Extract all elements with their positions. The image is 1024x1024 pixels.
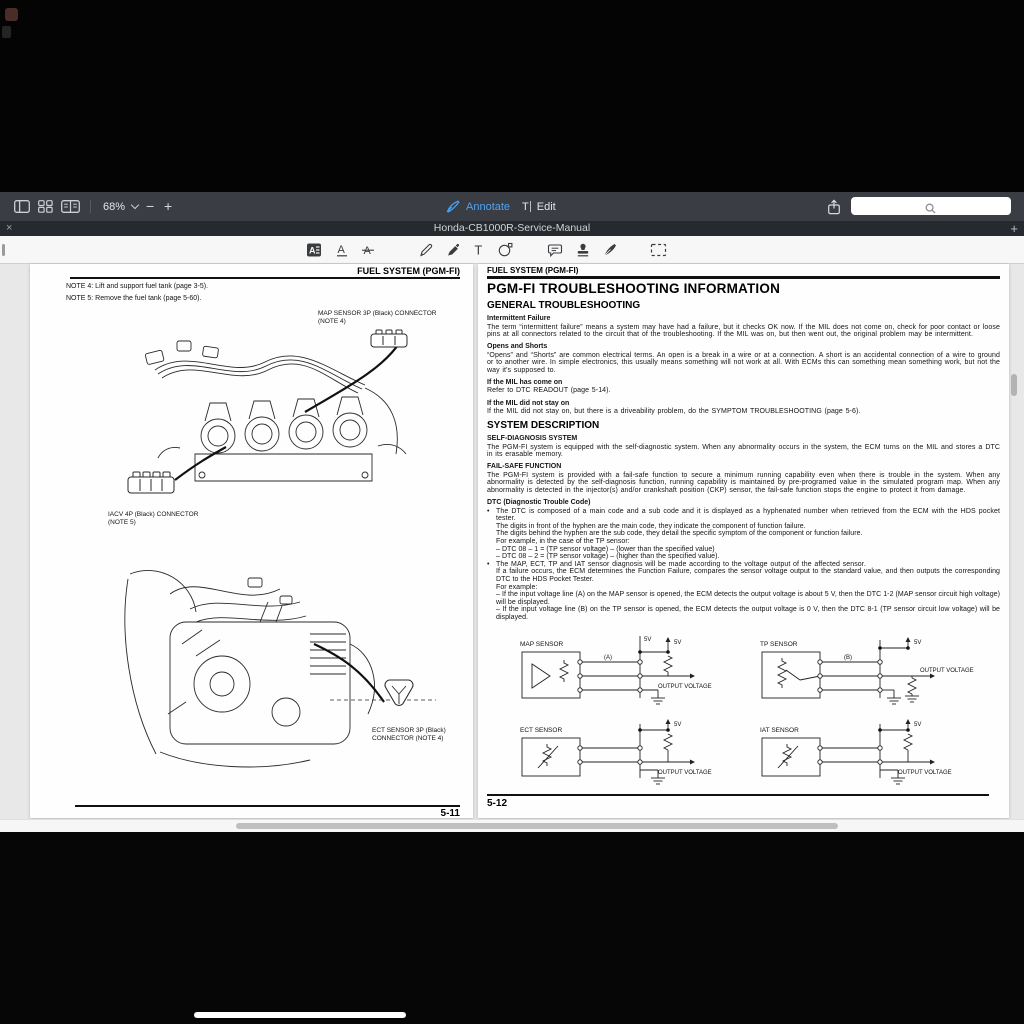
zoom-in-button[interactable] [164, 192, 172, 221]
iat-sensor-circuit [752, 716, 987, 796]
horizontal-scrollbar-thumb[interactable] [236, 823, 838, 829]
svg-text:A: A [309, 245, 316, 256]
sensor-circuit-diagrams [478, 630, 1009, 792]
page-title: PGM-FI TROUBLESHOOTING INFORMATION [487, 280, 781, 296]
svg-text:(A): (A) [604, 655, 612, 661]
text-underline-icon[interactable] [334, 242, 350, 258]
dtc-line: If a failure occurs, the ECM determines the Function Failure, compares the sensor voltage output to the standard value, and then outputs the corresponding DTC to the HDS Pocket Tester. [496, 568, 1000, 583]
dtc-line: For example: [496, 583, 538, 591]
ect-sensor-circuit [512, 716, 747, 796]
search-input[interactable] [851, 197, 1011, 215]
tab-title[interactable]: Honda-CB1000R-Service-Manual [433, 222, 591, 234]
svg-text:TP SENSOR: TP SENSOR [760, 641, 798, 648]
chevron-down-icon [131, 201, 139, 209]
edit-text-icon: T [522, 200, 529, 213]
zoom-out-button[interactable] [146, 192, 154, 221]
dtc-line: The digits behind the hyphen are the sub code, they detail the specific symptom of the component or function failure. [496, 530, 863, 538]
svg-text:A: A [363, 245, 371, 257]
map-sensor-label: MAP SENSOR 3P (Black) CONNECTOR [318, 310, 437, 317]
text-highlight-icon[interactable] [306, 242, 322, 258]
svg-text:ECT SENSOR: ECT SENSOR [520, 727, 563, 734]
footer-rule [75, 805, 460, 807]
heading-intermittent: Intermittent Failure [487, 315, 551, 322]
document-tab-bar [0, 221, 1024, 236]
toolbar-divider [90, 200, 91, 213]
right-page-header: FUEL SYSTEM (PGM-FI) [487, 266, 579, 275]
svg-text:A: A [337, 244, 345, 256]
engine-side-diagram [100, 552, 440, 792]
iacv-connector-icon [128, 472, 174, 493]
map-sensor-label-note: (NOTE 4) [318, 318, 346, 325]
para-mil-off: If the MIL did not stay on, but there is a driveability problem, do the SYMPTOM TROUBLESHOOTING (page 5-6). [487, 408, 861, 416]
heading-fail-safe: FAIL-SAFE FUNCTION [487, 463, 562, 471]
plus-glyph: + [164, 198, 173, 214]
document-canvas[interactable] [0, 264, 1024, 832]
signature-pen-icon[interactable] [602, 242, 618, 258]
bullet: • [487, 560, 490, 568]
toolbar-drag-handle[interactable] [2, 244, 5, 256]
highlighter-icon[interactable] [445, 242, 461, 258]
para-self-diagnosis: The PGM-FI system is equipped with the self-diagnostic system. When any abnormality occurs in the system, the ECM turns on the MIL and stores a DTC in its erasable memory. [487, 443, 1000, 459]
annotate-label: Annotate [466, 200, 511, 213]
dtc-list [487, 508, 1000, 622]
svg-text:5V: 5V [914, 640, 922, 646]
iacv-label: IACV 4P (Black) CONNECTOR [108, 511, 199, 518]
bottom-black-bar [0, 832, 1024, 1024]
svg-text:5V: 5V [644, 637, 652, 643]
dtc-line: The digits in front of the hyphen are the main code, they indicate the component of function failure. [496, 522, 806, 530]
footer-rule [487, 794, 989, 796]
pencil-icon[interactable] [418, 242, 434, 258]
dtc-line: – DTC 08 – 1 = (TP sensor voltage) – (lower than the specified value) [496, 545, 715, 553]
svg-text:OUTPUT VOLTAGE: OUTPUT VOLTAGE [920, 668, 974, 674]
ect-label-note: CONNECTOR (NOTE 4) [372, 735, 444, 742]
svg-text:IAT SENSOR: IAT SENSOR [760, 727, 799, 734]
top-black-bar [0, 0, 1024, 192]
dtc-line: For example, in the case of the TP sensor: [496, 538, 630, 545]
zoom-level-dropdown[interactable] [103, 192, 138, 221]
para-fail-safe: The PGM-FI system is provided with a fail-safe function to secure a minimum running capability even when there is trouble in the system. When any abnormality is detected by the self-diagnosis function, running capability is maintained by pre-programed value in the simulated program map. When any abnormality is detected in the injector(s) and/or crankshaft position (CKP) sensor, the fail-safe function stops the engine to protect it from damage. [487, 471, 1000, 495]
svg-text:OUTPUT VOLTAGE: OUTPUT VOLTAGE [658, 684, 712, 690]
dtc-line: – If the input voltage line (A) on the MAP sensor is opened, the ECM detects the output voltage is about 5 V, then the DTC 1-2 (MAP sensor circuit high voltage) will be displayed. [496, 591, 1000, 606]
new-tab-button[interactable]: + [1010, 221, 1018, 236]
heading-dtc: DTC (Diagnostic Trouble Code) [487, 499, 591, 507]
tp-sensor-circuit [752, 632, 987, 712]
para-opens-shorts: “Opens” and “Shorts” are common electrical terms. An open is a break in a wire or at a connection. A short is an accidental connection of a wire to ground or to another wire. In simple electronics, this usually means something will not work at all. With ECMs this can something mean something work, but not the way it's supposed to. [487, 351, 1000, 374]
bullet: • [487, 507, 490, 515]
map-connector-icon [371, 330, 407, 347]
desktop-icon-small [2, 26, 11, 38]
dtc-line: – DTC 08 – 2 = (TP sensor voltage) – (higher than the specified value). [496, 553, 720, 561]
throttle-body-diagram [100, 328, 470, 508]
dtc-line: – If the input voltage line (B) on the TP sensor is opened, the ECM detects the output voltage is 0 V, then the DTC 8-1 (TP sensor circuit low voltage) will be displayed. [496, 606, 1000, 621]
note-4: NOTE 4: Lift and support fuel tank (page 3-5). [66, 283, 209, 290]
annotate-tab[interactable] [446, 192, 510, 221]
para-mil-on: Refer to DTC READOUT (page 5-14). [487, 387, 611, 395]
thumbnails-view-icon[interactable] [38, 192, 53, 221]
annotate-pen-icon [446, 200, 460, 213]
svg-text:T: T [474, 242, 483, 258]
map-sensor-circuit [512, 632, 747, 712]
stamp-icon[interactable] [575, 242, 591, 258]
shape-tool-icon[interactable] [497, 242, 513, 258]
svg-text:5V: 5V [674, 640, 682, 646]
text-tool-icon[interactable] [471, 242, 487, 258]
section-general: GENERAL TROUBLESHOOTING [487, 299, 641, 311]
vertical-scrollbar-thumb[interactable] [1011, 374, 1017, 396]
heading-mil-off: If the MIL did not stay on [487, 399, 570, 407]
minus-glyph: − [146, 198, 155, 214]
header-rule [70, 277, 460, 279]
ect-label: ECT SENSOR 3P (Black) [372, 727, 446, 734]
left-page-number: 5-11 [440, 808, 460, 819]
pdf-page-right [478, 264, 1009, 818]
home-indicator[interactable] [194, 1012, 406, 1018]
note-icon[interactable] [547, 242, 563, 258]
heading-self-diagnosis: SELF-DIAGNOSIS SYSTEM [487, 435, 578, 443]
para-intermittent: The term “intermittent failure” means a system may have had a failure, but it checks OK now. If the MIL does not come on, check for poor contact or loose pins at all connectors related to the circuit that of the troubleshooting. If the MIL was on, but then went out, the original problem may be intermittent. [487, 323, 1000, 339]
close-tab-button[interactable]: × [6, 222, 13, 234]
right-page-number: 5-12 [487, 798, 508, 809]
heading-mil-on: If the MIL has come on [487, 378, 563, 386]
text-strikethrough-icon[interactable] [360, 242, 376, 258]
pdf-page-left [30, 264, 473, 818]
svg-text:5V: 5V [914, 722, 922, 728]
edit-label: Edit [536, 200, 556, 213]
heading-opens-shorts: Opens and Shorts [487, 343, 548, 351]
desktop-icon [5, 8, 18, 21]
two-page-view-icon[interactable] [61, 192, 80, 221]
svg-text:OUTPUT VOLTAGE: OUTPUT VOLTAGE [898, 770, 952, 776]
zoom-level-value: 68% [103, 200, 126, 213]
iacv-label-note: (NOTE 5) [108, 519, 136, 526]
header-rule [487, 276, 1000, 279]
edit-tab[interactable] [522, 192, 556, 221]
note-5: NOTE 5: Remove the fuel tank (page 5-60). [66, 295, 202, 302]
svg-text:OUTPUT VOLTAGE: OUTPUT VOLTAGE [658, 770, 712, 776]
svg-text:(B): (B) [844, 655, 852, 661]
dtc-line: The MAP, ECT, TP and IAT sensor diagnosis will be made according to the voltage output of the affected sensor. [496, 560, 866, 568]
svg-text:5V: 5V [674, 722, 682, 728]
section-system-description: SYSTEM DESCRIPTION [487, 419, 600, 431]
svg-text:MAP SENSOR: MAP SENSOR [520, 641, 564, 648]
share-icon[interactable] [827, 192, 841, 221]
left-page-header: FUEL SYSTEM (PGM-FI) [357, 266, 460, 276]
selection-marquee-icon[interactable] [650, 242, 666, 258]
edit-cursor-icon [530, 201, 531, 212]
sidebar-toggle-icon[interactable] [14, 192, 30, 221]
dtc-line: The DTC is composed of a main code and a sub code and it is displayed as a hyphenated number when retrieved from the ECM with the HDS pocket tester. [496, 507, 1000, 523]
annotation-toolbar [0, 236, 1024, 264]
